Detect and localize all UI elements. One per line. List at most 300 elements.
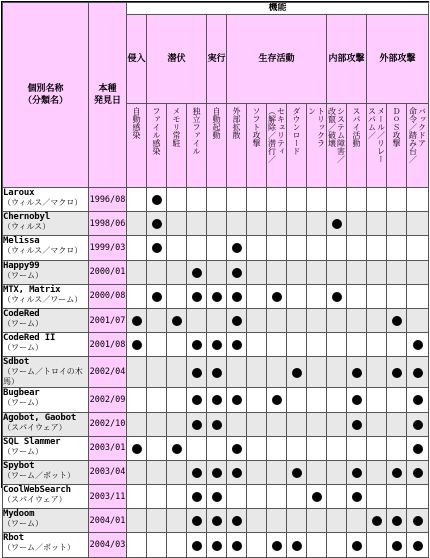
function-cell	[207, 436, 227, 460]
filled-circle-icon	[192, 292, 202, 302]
malware-classification: （ウィルス／ワーム）	[3, 294, 83, 304]
filled-circle-icon	[232, 268, 242, 278]
filled-circle-icon	[413, 395, 423, 405]
filled-circle-icon	[172, 316, 182, 326]
function-cell	[387, 533, 407, 557]
function-cell	[207, 460, 227, 484]
function-cell	[307, 333, 327, 357]
function-group-header: 実行	[207, 15, 227, 104]
function-cell	[167, 188, 187, 212]
table-row	[3, 333, 429, 357]
malware-classification: （ワーム）	[3, 270, 43, 280]
filled-circle-icon	[392, 541, 402, 551]
malware-name-cell	[3, 533, 89, 557]
function-cell	[367, 188, 387, 212]
malware-classification: （ワーム）	[3, 446, 43, 456]
function-cell	[387, 485, 407, 509]
function-cell	[147, 212, 167, 236]
function-cell	[347, 388, 367, 412]
function-cell	[227, 460, 247, 484]
function-cell	[387, 388, 407, 412]
discovery-date: 2000/08	[89, 284, 127, 308]
function-cell	[327, 284, 347, 308]
malware-classification: （ウィルス／マクロ）	[3, 198, 83, 207]
function-cell	[127, 212, 147, 236]
function-cell	[227, 357, 247, 388]
function-cell	[247, 260, 267, 284]
malware-name: Sdbot	[3, 357, 30, 368]
function-cell	[247, 388, 267, 412]
malware-classification: （スパイウェア）	[3, 495, 67, 505]
filled-circle-icon	[292, 368, 302, 378]
function-cell	[347, 333, 367, 357]
function-cell	[247, 308, 267, 332]
discovery-date: 2002/09	[89, 388, 127, 412]
function-cell	[287, 284, 307, 308]
function-cell	[167, 357, 187, 388]
function-cell	[207, 509, 227, 533]
function-cell	[207, 333, 227, 357]
function-cell	[347, 412, 367, 436]
function-column-label: セキュリティ	[276, 107, 286, 155]
function-cell	[327, 533, 347, 557]
table-row	[3, 188, 429, 212]
function-column-label: ソフト攻撃	[252, 107, 261, 147]
function-cell	[307, 236, 327, 260]
function-cell	[407, 357, 429, 388]
malware-name-cell	[3, 436, 89, 460]
function-cell	[167, 533, 187, 557]
function-column-header	[207, 104, 227, 188]
function-cell	[207, 284, 227, 308]
filled-circle-icon	[232, 468, 242, 478]
table-row	[3, 236, 429, 260]
table-row	[3, 357, 429, 388]
table-row	[3, 388, 429, 412]
function-cell	[347, 308, 367, 332]
function-cell	[327, 308, 347, 332]
filled-circle-icon	[232, 340, 242, 350]
function-cell	[407, 436, 429, 460]
function-column-label-line2: （解除／潜行／	[267, 107, 277, 163]
malware-classification: （ワーム）	[3, 343, 43, 353]
malware-name: Melissa	[3, 236, 40, 247]
function-cell	[267, 533, 287, 557]
function-column-label: 自動起動	[212, 107, 221, 139]
function-cell	[147, 188, 167, 212]
discovery-date: 2000/01	[89, 260, 127, 284]
function-cell	[387, 436, 407, 460]
filled-circle-icon	[272, 541, 282, 551]
filled-circle-icon	[192, 368, 202, 378]
function-cell	[267, 485, 287, 509]
malware-name: CoolWebSearch	[3, 485, 71, 496]
table-row	[3, 284, 429, 308]
malware-name: Rbot	[3, 533, 24, 544]
filled-circle-icon	[352, 492, 362, 502]
function-group-header: 侵入	[127, 15, 147, 104]
filled-circle-icon	[192, 541, 202, 551]
filled-circle-icon	[413, 368, 423, 378]
function-cell	[367, 436, 387, 460]
function-column-header	[347, 104, 367, 188]
function-cell	[287, 236, 307, 260]
function-cell	[387, 333, 407, 357]
function-cell	[187, 388, 207, 412]
function-column-label: ＤｏＳ攻撃	[392, 107, 401, 147]
function-cell	[207, 533, 227, 557]
filled-circle-icon	[212, 420, 222, 430]
malware-classification: （スパイウェア）	[3, 422, 67, 432]
malware-name: Chernobyl	[3, 212, 50, 223]
malware-name: Bugbear	[3, 388, 40, 399]
filled-circle-icon	[392, 316, 402, 326]
function-cell	[347, 485, 367, 509]
discovery-date: 2001/08	[89, 333, 127, 357]
malware-classification: （ワーム／ボット）	[3, 543, 75, 553]
function-group-header: 内部攻撃	[327, 15, 367, 104]
function-cell	[247, 533, 267, 557]
name-column-header: 個別名称 （分類名）	[3, 3, 89, 188]
function-cell	[207, 485, 227, 509]
function-cell	[327, 509, 347, 533]
filled-circle-icon	[352, 395, 362, 405]
filled-circle-icon	[232, 444, 242, 454]
table-row	[3, 485, 429, 509]
function-cell	[347, 212, 367, 236]
function-cell	[327, 436, 347, 460]
function-cell	[187, 333, 207, 357]
function-cell	[367, 388, 387, 412]
function-cell	[287, 388, 307, 412]
function-cell	[167, 284, 187, 308]
function-cell	[127, 509, 147, 533]
filled-circle-icon	[413, 340, 423, 350]
function-cell	[407, 412, 429, 436]
function-cell	[267, 333, 287, 357]
malware-name-cell	[3, 509, 89, 533]
filled-circle-icon	[292, 468, 302, 478]
function-cell	[227, 412, 247, 436]
function-cell	[307, 308, 327, 332]
function-column-header	[127, 104, 147, 188]
function-cell	[387, 212, 407, 236]
function-column-label: ファイル感染	[152, 107, 161, 155]
function-cell	[147, 260, 167, 284]
function-column-header	[307, 104, 327, 188]
filled-circle-icon	[413, 420, 423, 430]
function-cell	[387, 284, 407, 308]
function-cell	[227, 212, 247, 236]
function-column-header	[267, 104, 287, 188]
function-cell	[227, 333, 247, 357]
filled-circle-icon	[232, 316, 242, 326]
function-cell	[147, 388, 167, 412]
function-cell	[267, 212, 287, 236]
function-cell	[307, 212, 327, 236]
malware-classification: （ワーム／ボット）	[3, 470, 75, 480]
function-cell	[387, 236, 407, 260]
function-cell	[407, 485, 429, 509]
filled-circle-icon	[212, 516, 222, 526]
filled-circle-icon	[232, 395, 242, 405]
function-cell	[127, 333, 147, 357]
malware-name-cell	[3, 357, 89, 388]
function-cell	[367, 533, 387, 557]
filled-circle-icon	[192, 340, 202, 350]
function-cell	[147, 509, 167, 533]
malware-classification: （ワーム／トロイの木馬）	[3, 367, 83, 387]
table-row	[3, 212, 429, 236]
function-column-label: 自動感染	[132, 107, 141, 139]
function-cell	[287, 436, 307, 460]
function-cell	[147, 533, 167, 557]
malware-name-cell	[3, 260, 89, 284]
function-cell	[207, 212, 227, 236]
function-cell	[187, 509, 207, 533]
filled-circle-icon	[332, 219, 342, 229]
function-cell	[247, 412, 267, 436]
filled-circle-icon	[192, 492, 202, 502]
filled-circle-icon	[132, 340, 142, 350]
function-cell	[407, 284, 429, 308]
malware-name: MTX, Matrix	[3, 284, 61, 295]
discovery-date: 1999/03	[89, 236, 127, 260]
function-cell	[347, 509, 367, 533]
function-cell	[207, 188, 227, 212]
function-cell	[267, 460, 287, 484]
function-cell	[347, 460, 367, 484]
function-column-label: システム障害／	[336, 107, 346, 163]
malware-name-cell	[3, 284, 89, 308]
function-cell	[327, 333, 347, 357]
filled-circle-icon	[392, 516, 402, 526]
malware-name-cell	[3, 412, 89, 436]
function-cell	[127, 388, 147, 412]
malware-name-cell	[3, 188, 89, 212]
function-cell	[187, 212, 207, 236]
discovery-date: 2001/07	[89, 308, 127, 332]
malware-name: Laroux	[3, 188, 35, 198]
filled-circle-icon	[212, 468, 222, 478]
filled-circle-icon	[172, 444, 182, 454]
filled-circle-icon	[352, 541, 362, 551]
function-cell	[347, 533, 367, 557]
function-header: 機能	[127, 3, 429, 15]
function-cell	[327, 188, 347, 212]
function-cell	[387, 260, 407, 284]
filled-circle-icon	[413, 468, 423, 478]
function-column-label-line2: ン	[307, 107, 317, 115]
function-cell	[307, 412, 327, 436]
function-cell	[287, 212, 307, 236]
function-cell	[267, 509, 287, 533]
function-cell	[307, 485, 327, 509]
function-cell	[407, 509, 429, 533]
function-cell	[207, 308, 227, 332]
discovery-date: 2002/10	[89, 412, 127, 436]
filled-circle-icon	[152, 243, 162, 253]
function-cell	[287, 260, 307, 284]
table-row	[3, 460, 429, 484]
function-cell	[367, 284, 387, 308]
function-cell	[187, 284, 207, 308]
function-cell	[167, 236, 187, 260]
function-cell	[407, 260, 429, 284]
filled-circle-icon	[232, 292, 242, 302]
function-cell	[207, 260, 227, 284]
function-cell	[347, 357, 367, 388]
function-column-header	[227, 104, 247, 188]
malware-name: Happy99	[3, 260, 40, 271]
function-cell	[407, 212, 429, 236]
function-cell	[247, 357, 267, 388]
function-cell	[127, 436, 147, 460]
function-cell	[127, 260, 147, 284]
function-cell	[147, 308, 167, 332]
function-cell	[287, 412, 307, 436]
function-cell	[207, 236, 227, 260]
function-cell	[187, 436, 207, 460]
malware-classification: （ウィルス）	[3, 222, 51, 232]
function-cell	[327, 485, 347, 509]
function-cell	[187, 485, 207, 509]
malware-name-cell	[3, 236, 89, 260]
function-cell	[387, 308, 407, 332]
function-cell	[267, 412, 287, 436]
function-cell	[127, 284, 147, 308]
function-cell	[367, 236, 387, 260]
function-cell	[227, 533, 247, 557]
function-column-label-line2: 命令／踏み台／	[408, 107, 418, 163]
function-cell	[407, 308, 429, 332]
function-cell	[227, 308, 247, 332]
function-cell	[167, 412, 187, 436]
function-cell	[367, 260, 387, 284]
filled-circle-icon	[352, 420, 362, 430]
function-cell	[147, 485, 167, 509]
function-cell	[367, 509, 387, 533]
function-column-header	[247, 104, 267, 188]
function-group-header: 潜伏	[147, 15, 207, 104]
filled-circle-icon	[192, 468, 202, 478]
discovery-date: 2003/04	[89, 460, 127, 484]
function-cell	[287, 333, 307, 357]
malware-name-cell	[3, 460, 89, 484]
function-column-header	[287, 104, 307, 188]
function-cell	[267, 260, 287, 284]
malware-name: Agobot, Gaobot	[3, 412, 77, 423]
discovery-date: 2003/01	[89, 436, 127, 460]
function-cell	[187, 236, 207, 260]
function-cell	[187, 412, 207, 436]
function-cell	[287, 308, 307, 332]
function-column-label: トリックラ	[316, 107, 326, 147]
function-cell	[327, 236, 347, 260]
function-cell	[327, 357, 347, 388]
function-cell	[187, 188, 207, 212]
function-cell	[387, 357, 407, 388]
function-cell	[387, 188, 407, 212]
function-cell	[147, 357, 167, 388]
filled-circle-icon	[192, 395, 202, 405]
filled-circle-icon	[232, 541, 242, 551]
function-cell	[267, 357, 287, 388]
function-cell	[247, 284, 267, 308]
function-cell	[167, 388, 187, 412]
function-cell	[187, 357, 207, 388]
filled-circle-icon	[413, 541, 423, 551]
function-cell	[347, 436, 367, 460]
function-column-label: ダウンロード	[292, 107, 301, 155]
function-cell	[307, 284, 327, 308]
function-cell	[227, 236, 247, 260]
function-cell	[387, 460, 407, 484]
filled-circle-icon	[272, 292, 282, 302]
malware-classification: （ワーム）	[3, 398, 43, 408]
function-cell	[127, 412, 147, 436]
malware-name: SQL Slammer	[3, 436, 61, 447]
function-cell	[287, 188, 307, 212]
function-cell	[267, 188, 287, 212]
table-row	[3, 436, 429, 460]
discovery-date: 1998/06	[89, 212, 127, 236]
function-cell	[127, 485, 147, 509]
function-cell	[187, 460, 207, 484]
function-cell	[367, 357, 387, 388]
filled-circle-icon	[413, 516, 423, 526]
filled-circle-icon	[352, 368, 362, 378]
function-cell	[267, 308, 287, 332]
malware-name-cell	[3, 212, 89, 236]
table-row	[3, 509, 429, 533]
filled-circle-icon	[212, 368, 222, 378]
function-column-label: バックドア	[417, 107, 427, 147]
function-cell	[327, 388, 347, 412]
function-cell	[367, 212, 387, 236]
function-cell	[307, 357, 327, 388]
function-cell	[207, 388, 227, 412]
function-cell	[127, 188, 147, 212]
function-cell	[287, 509, 307, 533]
function-cell	[167, 509, 187, 533]
table-row	[3, 260, 429, 284]
function-cell	[247, 188, 267, 212]
function-cell	[267, 388, 287, 412]
filled-circle-icon	[272, 395, 282, 405]
filled-circle-icon	[152, 292, 162, 302]
function-cell	[367, 485, 387, 509]
function-cell	[247, 236, 267, 260]
discovery-date: 2004/03	[89, 533, 127, 557]
function-cell	[227, 284, 247, 308]
function-cell	[227, 485, 247, 509]
function-cell	[147, 333, 167, 357]
function-cell	[227, 188, 247, 212]
function-cell	[167, 212, 187, 236]
function-cell	[347, 236, 367, 260]
filled-circle-icon	[212, 395, 222, 405]
function-cell	[247, 509, 267, 533]
function-cell	[227, 260, 247, 284]
filled-circle-icon	[212, 340, 222, 350]
filled-circle-icon	[232, 243, 242, 253]
discovery-date: 1996/08	[89, 188, 127, 212]
function-cell	[147, 236, 167, 260]
function-cell	[287, 485, 307, 509]
discovery-date: 2004/01	[89, 509, 127, 533]
function-cell	[227, 436, 247, 460]
